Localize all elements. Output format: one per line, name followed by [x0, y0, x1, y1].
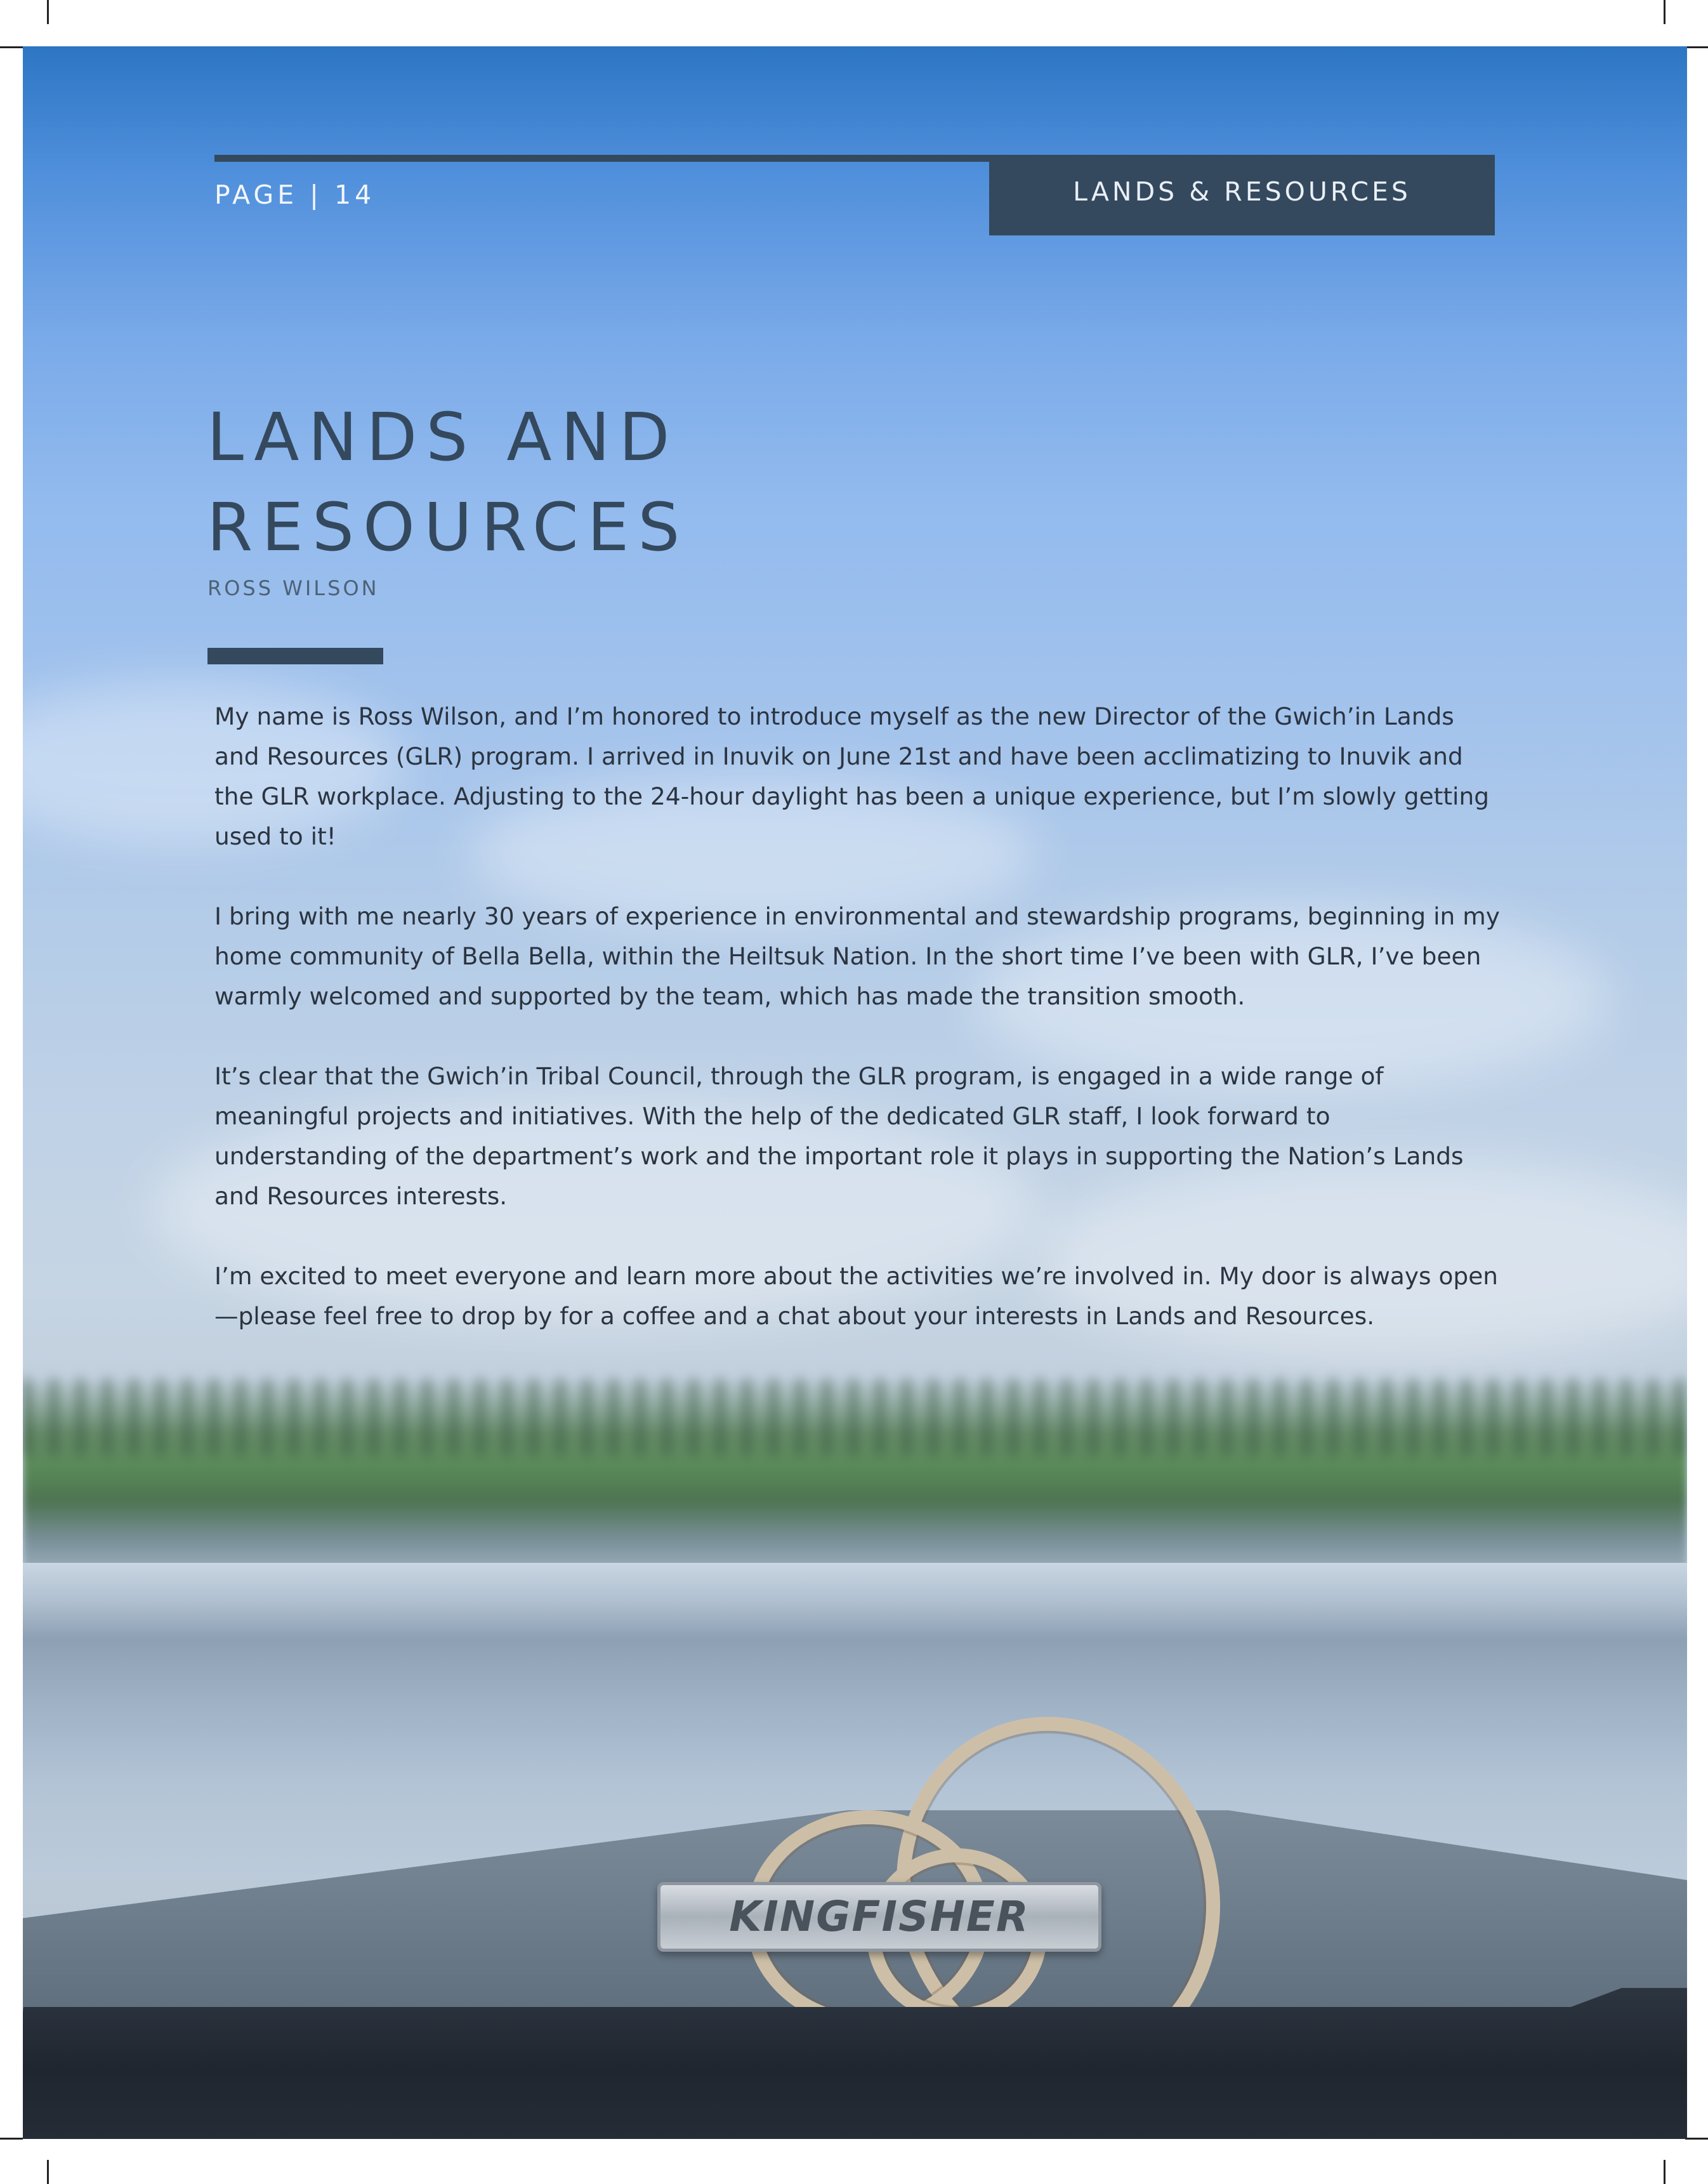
crop-mark-top-right	[1664, 0, 1665, 24]
page-number: PAGE | 14	[214, 180, 376, 210]
article-title-line-2: RESOURCES	[207, 489, 689, 566]
crop-mark-right-top	[1685, 46, 1708, 48]
crop-mark-top-left	[47, 0, 49, 24]
article-author: ROSS WILSON	[207, 576, 379, 600]
body-paragraph: I’m excited to meet everyone and learn more about the activities we’re involved in. My door is always open—please feel free to drop by for a coffee and a chat about your interests in Lands and Resources.	[214, 1262, 1499, 1330]
body-paragraph: I bring with me nearly 30 years of experience in environmental and stewardship programs, beginning in my home community of Bella Bella, within the Heiltsuk Nation. In the short time I’ve been with GLR, I’ve been warmly welcomed and supported by the team, which has made the transition smooth.	[214, 902, 1500, 1010]
body-paragraph: My name is Ross Wilson, and I’m honored to introduce myself as the new Director of the Gwich’in Lands and Resources (GLR) program. I arrived in Inuvik on June 21st and have been acclimatizing to Inuvik and the GLR workplace. Adjusting to the 24-hour daylight has been a unique experience, but I’m slowly getting used to it!	[214, 702, 1490, 850]
section-tab	[989, 155, 1495, 235]
crop-mark-bottom-left	[47, 2160, 49, 2184]
article-body	[214, 697, 1502, 1376]
section-label: LANDS & RESOURCES	[1073, 176, 1411, 207]
treeline	[23, 1379, 1687, 1576]
article-title-line-1: LANDS AND	[207, 398, 679, 476]
crop-mark-right-bottom	[1685, 2138, 1708, 2140]
crop-mark-left-top	[0, 46, 23, 48]
title-accent-bar	[207, 648, 383, 664]
article-title	[207, 392, 968, 572]
crop-mark-bottom-right	[1664, 2160, 1665, 2184]
crop-mark-left-bottom	[0, 2138, 23, 2140]
boat-windshield-rim	[23, 1988, 1687, 2139]
body-paragraph: It’s clear that the Gwich’in Tribal Council, through the GLR program, is engaged in a wide range of meaningful projects and initiatives. With the help of the dedicated GLR staff, I look forward to understanding of the department’s work and the important role it plays in supporting the Nation’s Lands and Resources interests.	[214, 1062, 1464, 1210]
boat-brand-badge: KINGFISHER	[657, 1882, 1101, 1952]
